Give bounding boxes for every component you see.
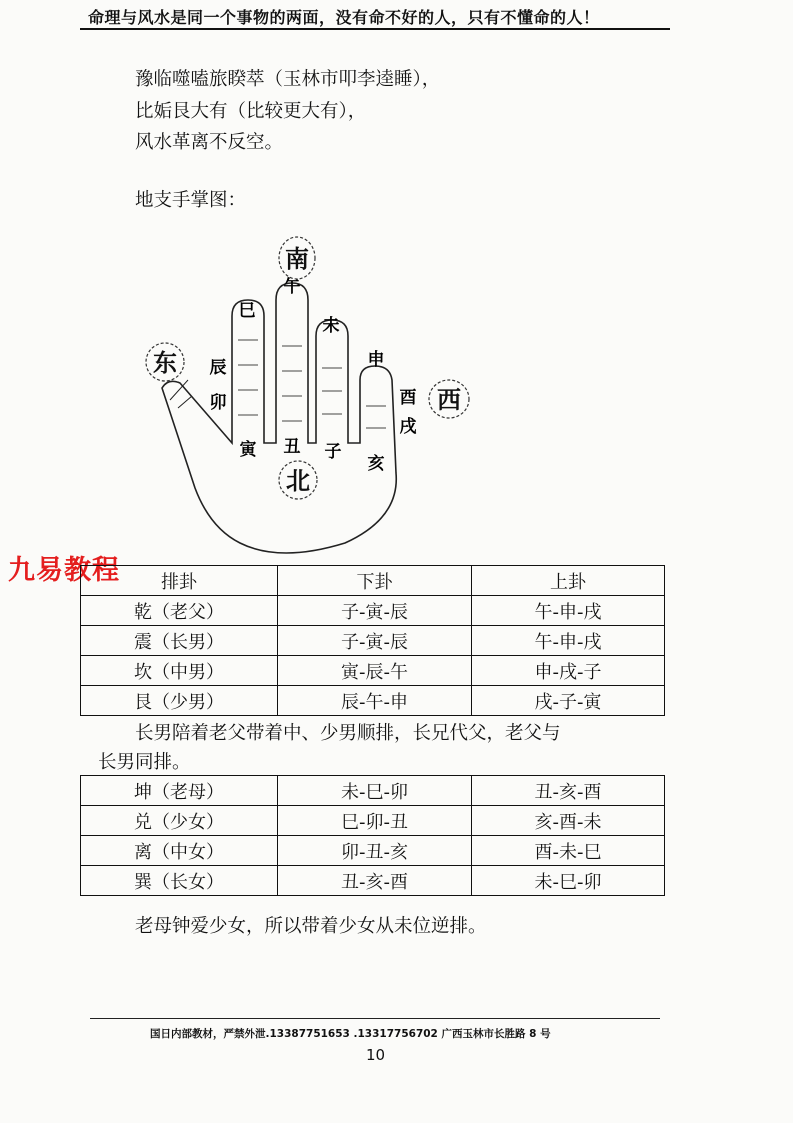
east-label: 东	[153, 349, 177, 377]
table-header-row	[81, 566, 665, 596]
branch-mao: 卯	[209, 393, 227, 413]
table-cell: 戌-子-寅	[472, 686, 665, 716]
table-cell: 辰-午-申	[278, 686, 472, 716]
intro-line-2: 比姤艮大有（比较更大有），	[135, 101, 367, 122]
branch-yin: 寅	[239, 440, 257, 460]
header-rule	[80, 28, 670, 30]
table-row	[81, 656, 665, 686]
table-cell: 子-寅-辰	[278, 596, 472, 626]
branch-chen: 辰	[209, 358, 227, 378]
table-cell: 丑-亥-酉	[472, 776, 665, 806]
branch-hai: 亥	[367, 454, 385, 474]
table-cell: 震（长男）	[81, 626, 278, 656]
table-cell: 巽（长女）	[81, 866, 278, 896]
table-row	[81, 776, 665, 806]
branch-wu: 午	[283, 277, 301, 297]
intro-line-1: 豫临噬嗑旅睽萃（玉林市叩李逵睡），	[135, 69, 441, 90]
table-cell: 午-申-戌	[472, 596, 665, 626]
male-note-line-2: 长男同排。	[98, 752, 191, 773]
table-cell: 未-巳-卯	[278, 776, 472, 806]
table-row	[81, 806, 665, 836]
south-label: 南	[285, 245, 309, 273]
table-cell: 离（中女）	[81, 836, 278, 866]
table-row	[81, 686, 665, 716]
table-cell: 午-申-戌	[472, 626, 665, 656]
footer-rule	[90, 1018, 660, 1019]
female-trigram-table	[80, 775, 665, 896]
branch-you: 酉	[399, 388, 417, 408]
branch-wei: 未	[322, 316, 340, 336]
page-number: 10	[366, 1046, 386, 1064]
page-header-title: 命理与风水是同一个事物的两面，没有命不好的人，只有不懂命的人！	[88, 8, 600, 27]
table-cell: 未-巳-卯	[472, 866, 665, 896]
table-cell: 亥-酉-未	[472, 806, 665, 836]
branch-si: 巳	[238, 301, 256, 321]
table-row	[81, 626, 665, 656]
table-cell: 艮（少男）	[81, 686, 278, 716]
male-note-line-1: 长男陪着老父带着中、少男顺排，长兄代父，老父与	[135, 723, 561, 744]
table-cell: 子-寅-辰	[278, 626, 472, 656]
header-cell: 排卦	[81, 566, 278, 596]
table-cell: 兑（少女）	[81, 806, 278, 836]
branch-shen: 申	[367, 350, 385, 370]
table-cell: 坎（中男）	[81, 656, 278, 686]
earthly-branch-palm-diagram	[140, 228, 500, 558]
table-cell: 卯-丑-亥	[278, 836, 472, 866]
branch-chou: 丑	[283, 437, 301, 457]
table-cell: 寅-辰-午	[278, 656, 472, 686]
table-cell: 酉-未-巳	[472, 836, 665, 866]
table-row	[81, 836, 665, 866]
intro-line-3: 风水革离不反空。	[135, 132, 284, 153]
footer-text: 国日内部教材，严禁外泄.13387751653 .13317756702 广西玉林市长胜路 8 号	[150, 1028, 551, 1040]
table-cell: 坤（老母）	[81, 776, 278, 806]
branch-zi: 子	[324, 442, 342, 462]
branch-xu: 戌	[399, 417, 417, 437]
table-cell: 巳-卯-丑	[278, 806, 472, 836]
table-row	[81, 596, 665, 626]
table-row	[81, 866, 665, 896]
table-cell: 丑-亥-酉	[278, 866, 472, 896]
hand-outline	[162, 283, 396, 553]
table-cell: 申-戌-子	[472, 656, 665, 686]
female-note: 老母钟爱少女，所以带着少女从未位逆排。	[135, 916, 487, 937]
diagram-title: 地支手掌图：	[135, 190, 247, 211]
header-cell: 下卦	[278, 566, 472, 596]
table-cell: 乾（老父）	[81, 596, 278, 626]
header-cell: 上卦	[472, 566, 665, 596]
watermark-logo: 九易教程	[8, 555, 120, 586]
male-trigram-table	[80, 565, 665, 716]
west-label: 西	[437, 386, 461, 414]
north-label: 北	[286, 467, 310, 495]
